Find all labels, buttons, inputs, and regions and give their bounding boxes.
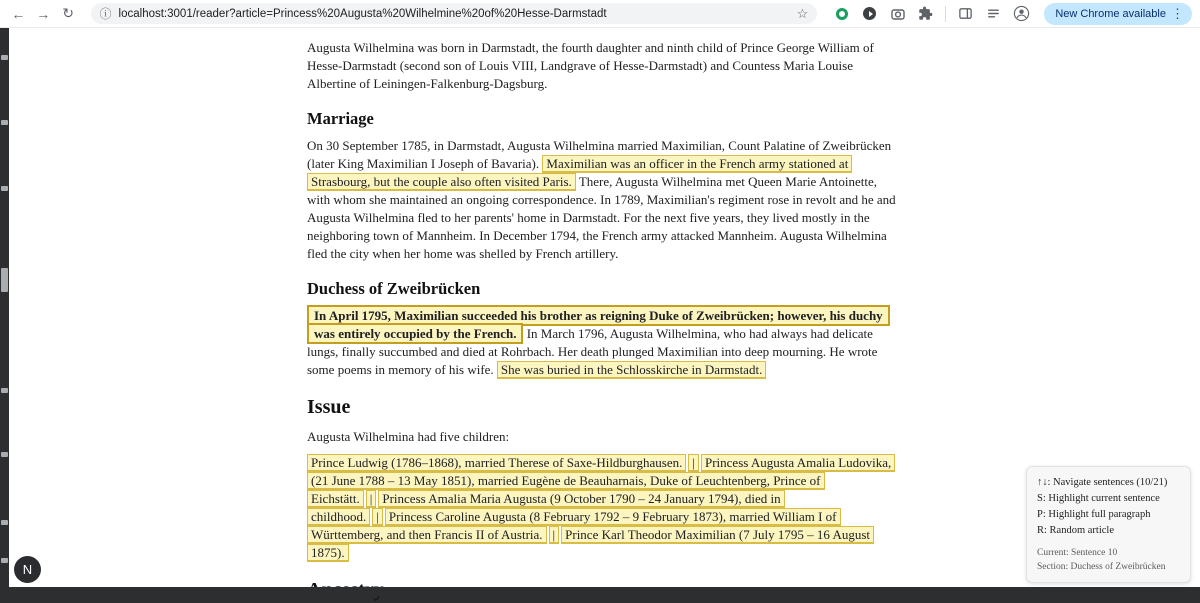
privacy-extension-icon[interactable]	[861, 5, 878, 22]
chrome-update-label: New Chrome available	[1055, 7, 1166, 20]
article-paragraph	[307, 428, 899, 446]
toolbar-divider	[945, 6, 946, 22]
hud-random-hint: R: Random article	[1037, 525, 1114, 536]
sentence-separator: |	[549, 526, 560, 544]
browser-menu-kebab-icon[interactable]: ⋮	[1170, 5, 1184, 21]
browser-toolbar	[0, 0, 1200, 28]
extension-icons	[833, 5, 1030, 22]
highlighted-sentence: Prince Ludwig (1786–1868), married Therese of Saxe-Hildburghausen.	[307, 454, 686, 472]
minimap-tick	[1, 186, 8, 191]
hud-current-section: Section: Duchess of Zweibrücken	[1037, 562, 1166, 572]
site-info-icon[interactable]: ⓘ	[99, 7, 112, 21]
hud-paragraph-hint: P: Highlight full paragraph	[1037, 509, 1151, 520]
sentence-text: On 30 September 1785, in Darmstadt, Augusta Wilhelmina married Maximilian, Count Palatine of Zweibrücken (later King Maximilian I Joseph of Bavaria).	[307, 138, 892, 171]
sentence-text: In March 1796, Augusta Wilhelmina, who had always had delicate lungs, finally succumbed and died at Rohrbach. Her death plunged Maximilian into deep mourning. He wrote some poems in memory of his wife.	[307, 326, 878, 377]
highlighted-sentence: Maximilian was an officer in the French army stationed at Strasbourg, but the couple also often visited Paris.	[307, 155, 852, 191]
minimap-tick	[1, 520, 8, 525]
minimap-rail[interactable]	[0, 28, 9, 596]
minimap-tick	[1, 268, 8, 292]
article-paragraph	[307, 454, 899, 562]
highlighted-sentence: Princess Amalia Maria Augusta (9 October 1790 – 24 January 1794), died in childhood.	[307, 490, 785, 526]
sentence-separator: |	[688, 454, 699, 472]
article-paragraph	[307, 307, 899, 379]
highlighted-sentence: Prince Karl Theodor Maximilian (7 July 1795 – 16 August 1875).	[307, 526, 874, 562]
minimap-tick	[1, 388, 8, 393]
section-heading-marriage: Marriage	[307, 109, 374, 128]
minimap-tick	[1, 120, 8, 125]
shortcuts-panel	[1026, 466, 1191, 583]
chrome-update-button[interactable]	[1044, 3, 1192, 25]
highlighted-sentence: Princess Caroline Augusta (8 February 1792 – 9 February 1873), married William I of Württemberg, and then Francis II of Austria.	[307, 508, 841, 544]
extensions-puzzle-icon[interactable]	[917, 5, 934, 22]
section-heading-duchess-of-zweibr-cken: Duchess of Zweibrücken	[307, 279, 481, 298]
sentence-text: Augusta Wilhelmina had five children:	[307, 429, 510, 444]
forward-icon[interactable]: →	[36, 5, 51, 22]
article-paragraph	[307, 137, 899, 263]
article-paragraph	[307, 39, 899, 93]
reload-icon[interactable]: ↻	[62, 5, 74, 21]
back-icon[interactable]: ←	[11, 5, 26, 22]
sentence-text: There, Augusta Wilhelmina met Queen Marie Antoinette, with whom she maintained an ongoing correspondence. In 1789, Maximilian's regiment rose in revolt and he and Augusta Wilhelmina fled to her parents' home in Darmstadt. For the next five years, they lived mostly in the neighboring town of Mannheim. In December 1794, the French army attacked Mannheim. Augusta Wilhelmina fled the city when her home was shelled by French artillery.	[307, 174, 896, 261]
minimap-tick	[1, 452, 8, 457]
reader-app	[0, 28, 1200, 596]
sentence-separator: |	[372, 508, 383, 526]
bottom-edge	[0, 587, 1200, 596]
article-content	[9, 28, 1200, 587]
grammar-extension-icon[interactable]	[833, 5, 850, 22]
section-heading-issue: Issue	[307, 396, 351, 418]
profile-avatar-icon[interactable]	[1013, 5, 1030, 22]
article-body	[307, 28, 899, 603]
minimap-tick	[1, 55, 8, 60]
hud-sentence-hint: S: Highlight current sentence	[1037, 493, 1160, 504]
fab-button[interactable]: N	[14, 556, 41, 583]
hud-current-sentence: Current: Sentence 10	[1037, 548, 1118, 558]
url-text: localhost:3001/reader?article=Princess%20Augusta%20Wilhelmine%20of%20Hesse-Darmstadt	[118, 7, 607, 20]
reading-list-icon[interactable]	[985, 5, 1002, 22]
highlighted-sentence: Princess Augusta Amalia Ludovika, (21 June 1788 – 13 May 1851), married Eugène de Beauharnais, Duke of Leuchtenberg, Prince of Eichstätt.	[307, 454, 895, 508]
bookmark-star-icon[interactable]: ☆	[796, 5, 809, 21]
sentence-separator: |	[366, 490, 377, 508]
minimap-tick	[1, 558, 8, 563]
sentence-text: Augusta Wilhelmina was born in Darmstadt, the fourth daughter and ninth child of Prince George William of Hesse-Darmstadt (second son of Louis VIII, Landgrave of Hesse-Darmstadt) and Countess Maria Louise Albertine of Leiningen-Falkenburg-Dagsburg.	[307, 40, 874, 91]
hud-navigate-hint: ↑↓: Navigate sentences (10/21)	[1037, 477, 1168, 488]
current-sentence: In April 1795, Maximilian succeeded his brother as reigning Duke of Zweibrücken; however, his duchy was entirely occupied by the French.	[307, 305, 890, 344]
screenshot-extension-icon[interactable]	[889, 5, 906, 22]
highlighted-sentence: She was buried in the Schlosskirche in Darmstadt.	[497, 361, 766, 379]
address-bar[interactable]	[91, 3, 818, 24]
side-panel-icon[interactable]	[957, 5, 974, 22]
